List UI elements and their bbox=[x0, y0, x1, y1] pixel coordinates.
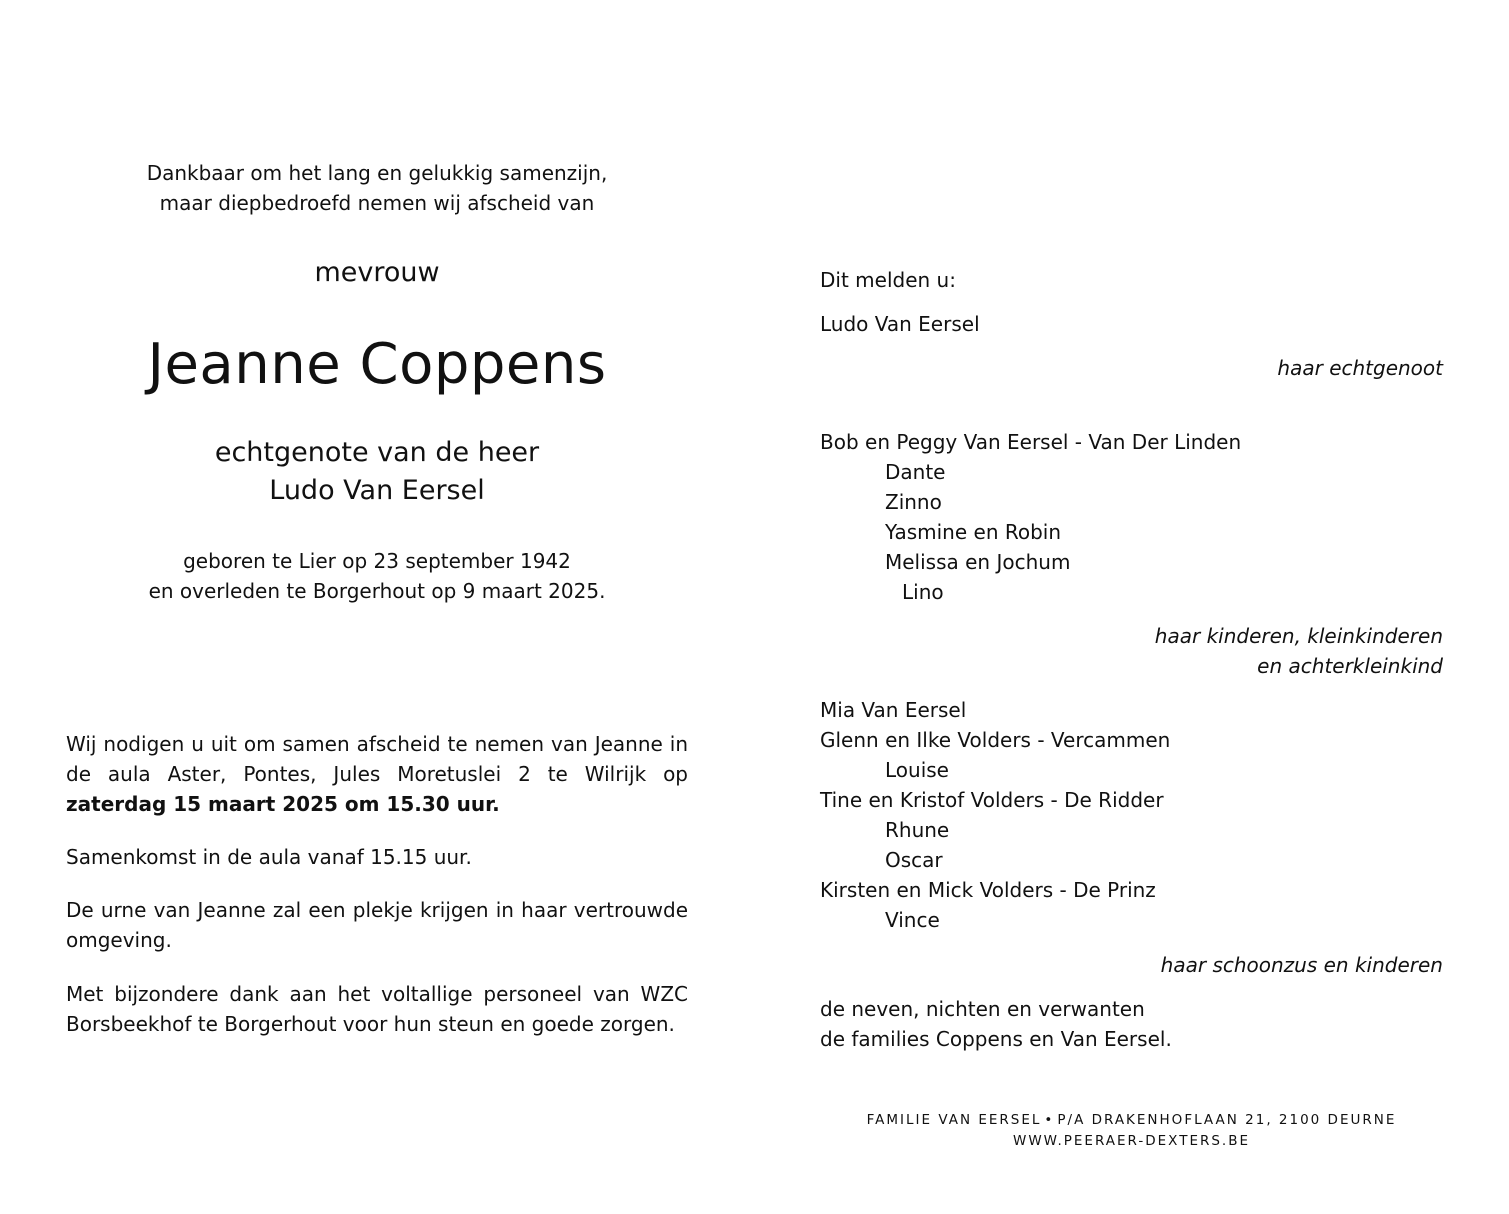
spouse-name: Ludo Van Eersel bbox=[820, 312, 980, 336]
grandchild: Dante bbox=[885, 460, 946, 484]
life-dates bbox=[0, 546, 754, 606]
deceased-name: Jeanne Coppens bbox=[147, 332, 607, 397]
children-role: haar kinderen, kleinkinderen bbox=[1154, 624, 1443, 648]
gathering-paragraph: Samenkomst in de aula vanaf 15.15 uur. bbox=[66, 845, 472, 869]
footer-website: WWW.PEERAER-DEXTERS.BE bbox=[1012, 1133, 1251, 1149]
death-line: en overleden te Borgerhout op 9 maart 2025. bbox=[148, 579, 606, 603]
great-grandchild: Lino bbox=[902, 580, 944, 604]
invitation-paragraph bbox=[66, 729, 688, 819]
sister-in-law: Mia Van Eersel bbox=[820, 698, 967, 722]
grandchild: Melissa en Jochum bbox=[885, 550, 1071, 574]
footer-address bbox=[820, 1110, 1443, 1131]
children-role: en achterkleinkind bbox=[1257, 654, 1443, 678]
in-law-family: Glenn en Ilke Volders - Vercammen bbox=[820, 728, 1171, 752]
in-law-child: Oscar bbox=[885, 848, 943, 872]
left-column bbox=[0, 0, 754, 1214]
in-law-family: Kirsten en Mick Volders - De Prinz bbox=[820, 878, 1156, 902]
in-law-family: Tine en Kristof Volders - De Ridder bbox=[820, 788, 1164, 812]
salutation: mevrouw bbox=[314, 257, 440, 288]
invitation-text: Wij nodigen u uit om samen afscheid te nemen van Jeanne in de aula Aster, Pontes, Jules Moretuslei 2 te Wilrijk op bbox=[66, 732, 688, 786]
footer-street: P/A DRAKENHOFLAAN 21, 2100 DEURNE bbox=[1057, 1112, 1397, 1128]
spouse-line: echtgenote van de heer bbox=[214, 437, 540, 468]
children-parents: Bob en Peggy Van Eersel - Van Der Linden bbox=[820, 430, 1242, 454]
footer-family: FAMILIE VAN EERSEL bbox=[866, 1112, 1042, 1128]
spouse-line: Ludo Van Eersel bbox=[269, 475, 485, 506]
intro-text bbox=[0, 158, 754, 218]
in-laws-role: haar schoonzus en kinderen bbox=[1160, 953, 1443, 977]
relatives-line: de neven, nichten en verwanten bbox=[820, 997, 1145, 1021]
spouse-role: haar echtgenoot bbox=[1277, 356, 1443, 380]
bullet-separator: • bbox=[1044, 1112, 1055, 1128]
intro-line: Dankbaar om het lang en gelukkig samenzijn, bbox=[146, 161, 608, 185]
spouse-description bbox=[0, 434, 754, 510]
birth-line: geboren te Lier op 23 september 1942 bbox=[183, 549, 571, 573]
urn-paragraph: De urne van Jeanne zal een plekje krijgen in haar vertrouwde omgeving. bbox=[66, 898, 688, 952]
grandchild: Yasmine en Robin bbox=[885, 520, 1062, 544]
intro-line: maar diepbedroefd nemen wij afscheid van bbox=[159, 191, 595, 215]
invitation-date: zaterdag 15 maart 2025 om 15.30 uur. bbox=[66, 792, 500, 816]
in-law-child: Rhune bbox=[885, 818, 950, 842]
grandchild: Zinno bbox=[885, 490, 942, 514]
announcers-heading: Dit melden u: bbox=[820, 268, 956, 292]
in-law-child: Vince bbox=[885, 908, 940, 932]
thanks-paragraph: Met bijzondere dank aan het voltallige personeel van WZC Borsbeekhof te Borgerhout voor hun steun en goede zorgen. bbox=[66, 982, 688, 1036]
in-law-child: Louise bbox=[885, 758, 949, 782]
right-column bbox=[820, 0, 1443, 1214]
relatives-line: de families Coppens en Van Eersel. bbox=[820, 1027, 1172, 1051]
